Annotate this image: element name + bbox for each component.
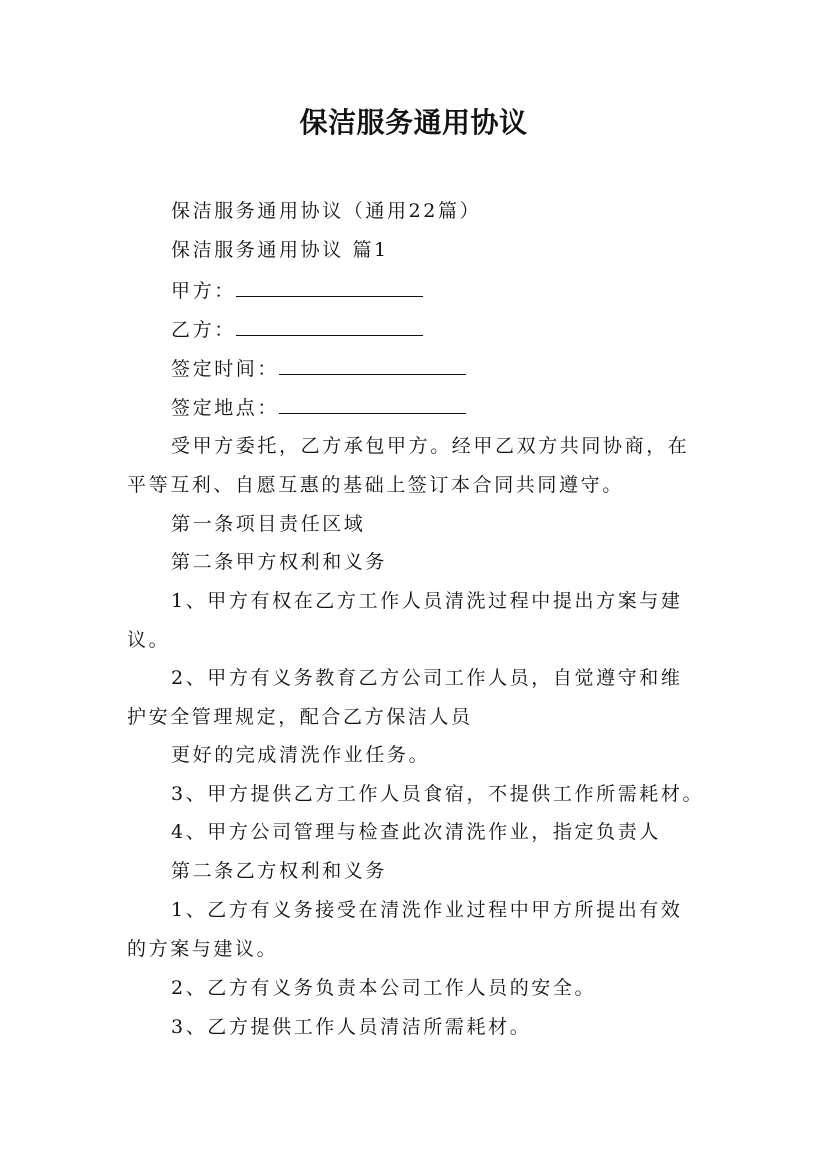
party-a-label: 甲方：	[171, 280, 236, 302]
signing-date-line	[171, 356, 761, 381]
document-subtitle: 保洁服务通用协议（通用22篇）	[171, 200, 482, 222]
party-b-blank	[236, 317, 423, 336]
paragraph-line: 护安全管理规定，配合乙方保洁人员	[127, 706, 473, 728]
signing-date-blank	[279, 356, 466, 375]
paragraph-line: 更好的完成清洗作业任务。	[171, 744, 431, 766]
paragraph-line: 2、甲方有义务教育乙方公司工作人员，自觉遵守和维	[171, 667, 683, 689]
article-heading: 第二条甲方权利和义务	[171, 551, 388, 573]
party-a-line	[171, 278, 761, 303]
signing-place-label: 签定地点：	[171, 397, 280, 419]
document-title: 保洁服务通用协议	[299, 106, 528, 139]
paragraph-line: 2、乙方有义务负责本公司工作人员的安全。	[171, 977, 597, 999]
signing-date-label: 签定时间：	[171, 358, 280, 380]
paragraph-line: 3、甲方提供乙方工作人员食宿，不提供工作所需耗材。	[171, 783, 705, 805]
paragraph-line: 议。	[127, 629, 171, 651]
paragraph-line: 1、乙方有义务接受在清洗作业过程中甲方所提出有效	[171, 899, 683, 921]
party-b-label: 乙方：	[171, 319, 236, 341]
paragraph-line: 3、乙方提供工作人员清洁所需耗材。	[171, 1016, 532, 1038]
party-b-line	[171, 317, 761, 342]
party-a-blank	[236, 278, 423, 297]
article-heading: 第二条乙方权利和义务	[171, 860, 388, 882]
paragraph-line: 的方案与建议。	[127, 938, 279, 960]
section-heading: 保洁服务通用协议 篇1	[171, 239, 389, 261]
paragraph-line: 平等互利、自愿互惠的基础上签订本合同共同遵守。	[127, 474, 624, 496]
signing-place-blank	[279, 395, 466, 414]
paragraph-line: 受甲方委托，乙方承包甲方。经甲乙双方共同协商，在	[171, 435, 690, 457]
paragraph-line: 4、甲方公司管理与检查此次清洗作业，指定负责人	[171, 821, 661, 843]
paragraph-line: 1、甲方有权在乙方工作人员清洗过程中提出方案与建	[171, 590, 683, 612]
article-heading: 第一条项目责任区域	[171, 513, 366, 535]
signing-place-line	[171, 395, 761, 420]
